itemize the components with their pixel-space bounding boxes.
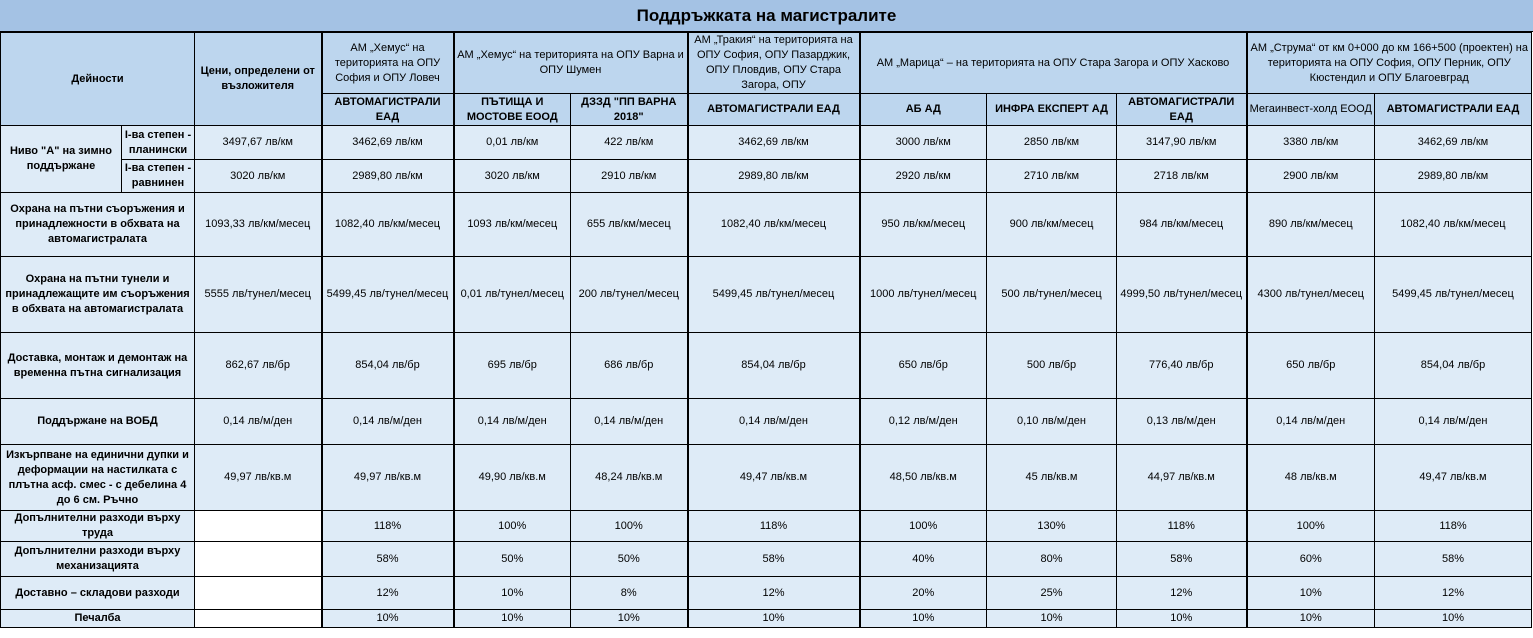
price-cell: 50% — [454, 542, 571, 577]
price-cell: 2850 лв/км — [987, 126, 1117, 160]
reference-price: 0,14 лв/м/ден — [195, 399, 322, 445]
price-cell: 60% — [1247, 542, 1375, 577]
price-cell: 10% — [322, 610, 454, 628]
reference-price — [195, 511, 322, 542]
price-cell: 1082,40 лв/км/месец — [322, 193, 454, 257]
price-cell: 44,97 лв/кв.м — [1117, 445, 1247, 511]
price-cell: 0,14 лв/м/ден — [1247, 399, 1375, 445]
price-cell: 2900 лв/км — [1247, 160, 1375, 193]
price-cell: 50% — [571, 542, 688, 577]
price-cell: 58% — [1117, 542, 1247, 577]
contractor-header: АВТОМАГИСТРАЛИ ЕАД — [1117, 94, 1247, 126]
group-header-trakia: АМ „Тракия“ на територията на ОПУ София, ОПУ Пазарджик, ОПУ Пловдив, ОПУ Стара Загора, ОПУ — [688, 33, 860, 94]
price-cell: 8% — [571, 577, 688, 610]
price-cell: 10% — [1117, 610, 1247, 628]
price-cell: 422 лв/км — [571, 126, 688, 160]
row-sublabel: I-ва степен - планински — [122, 126, 195, 160]
price-cell: 3462,69 лв/км — [688, 126, 860, 160]
contractor-header: ДЗЗД "ПП ВАРНА 2018" — [571, 94, 688, 126]
price-cell: 3020 лв/км — [454, 160, 571, 193]
price-cell: 854,04 лв/бр — [322, 333, 454, 399]
price-cell: 20% — [860, 577, 987, 610]
price-cell: 10% — [1247, 577, 1375, 610]
price-cell: 2710 лв/км — [987, 160, 1117, 193]
contractor-header: Мегаинвест-холд ЕООД — [1247, 94, 1375, 126]
price-cell: 49,47 лв/кв.м — [688, 445, 860, 511]
price-cell: 49,90 лв/кв.м — [454, 445, 571, 511]
price-cell: 100% — [1247, 511, 1375, 542]
price-cell: 200 лв/тунел/месец — [571, 257, 688, 333]
reference-price: 49,97 лв/кв.м — [195, 445, 322, 511]
price-cell: 10% — [1247, 610, 1375, 628]
header-activities: Дейности — [1, 33, 195, 126]
row-label: Изкърпване на единични дупки и деформации на настилката с плътна асф. смес - с дебелина 4 до 6 см. Ръчно — [1, 445, 195, 511]
price-cell: 118% — [1117, 511, 1247, 542]
price-cell: 48,24 лв/кв.м — [571, 445, 688, 511]
price-cell: 650 лв/бр — [860, 333, 987, 399]
price-cell: 2989,80 лв/км — [688, 160, 860, 193]
price-cell: 49,47 лв/кв.м — [1375, 445, 1532, 511]
price-cell: 45 лв/кв.м — [987, 445, 1117, 511]
price-cell: 3147,90 лв/км — [1117, 126, 1247, 160]
price-cell: 5499,45 лв/тунел/месец — [322, 257, 454, 333]
price-cell: 12% — [1375, 577, 1532, 610]
price-cell: 58% — [688, 542, 860, 577]
group-header-hemus-varna: АМ „Хемус“ на територията на ОПУ Варна и ОПУ Шумен — [454, 33, 688, 94]
price-cell: 776,40 лв/бр — [1117, 333, 1247, 399]
price-cell: 40% — [860, 542, 987, 577]
price-cell: 2989,80 лв/км — [322, 160, 454, 193]
reference-price — [195, 542, 322, 577]
price-cell: 48 лв/кв.м — [1247, 445, 1375, 511]
reference-price: 3020 лв/км — [195, 160, 322, 193]
price-cell: 100% — [454, 511, 571, 542]
contractor-header: АВТОМАГИСТРАЛИ ЕАД — [688, 94, 860, 126]
row-label: Печалба — [1, 610, 195, 628]
price-cell: 0,14 лв/м/ден — [454, 399, 571, 445]
price-cell: 655 лв/км/месец — [571, 193, 688, 257]
price-cell: 10% — [571, 610, 688, 628]
group-header-hemus-sofia: АМ „Хемус“ на територията на ОПУ София и ОПУ Ловеч — [322, 33, 454, 94]
price-cell: 118% — [1375, 511, 1532, 542]
price-cell: 10% — [454, 610, 571, 628]
price-cell: 4300 лв/тунел/месец — [1247, 257, 1375, 333]
price-cell: 854,04 лв/бр — [688, 333, 860, 399]
price-cell: 0,14 лв/м/ден — [571, 399, 688, 445]
price-cell: 0,14 лв/м/ден — [688, 399, 860, 445]
contractor-header: ПЪТИЩА И МОСТОВЕ ЕООД — [454, 94, 571, 126]
price-cell: 12% — [688, 577, 860, 610]
group-header-maritsa: АМ „Марица“ – на територията на ОПУ Стара Загора и ОПУ Хасково — [860, 33, 1247, 94]
price-cell: 3380 лв/км — [1247, 126, 1375, 160]
price-cell: 10% — [1375, 610, 1532, 628]
price-cell: 650 лв/бр — [1247, 333, 1375, 399]
price-cell: 5499,45 лв/тунел/месец — [1375, 257, 1532, 333]
price-cell: 890 лв/км/месец — [1247, 193, 1375, 257]
header-assignor-prices: Цени, определени от възложителя — [195, 33, 322, 126]
price-cell: 0,14 лв/м/ден — [1375, 399, 1532, 445]
price-cell: 118% — [322, 511, 454, 542]
contractor-header: ИНФРА ЕКСПЕРТ АД — [987, 94, 1117, 126]
price-cell: 5499,45 лв/тунел/месец — [688, 257, 860, 333]
price-cell: 686 лв/бр — [571, 333, 688, 399]
price-cell: 12% — [1117, 577, 1247, 610]
price-cell: 130% — [987, 511, 1117, 542]
price-cell: 118% — [688, 511, 860, 542]
price-cell: 100% — [571, 511, 688, 542]
price-cell: 4999,50 лв/тунел/месец — [1117, 257, 1247, 333]
row-label: Поддържане на ВОБД — [1, 399, 195, 445]
price-cell: 2910 лв/км — [571, 160, 688, 193]
price-cell: 2718 лв/км — [1117, 160, 1247, 193]
price-cell: 48,50 лв/кв.м — [860, 445, 987, 511]
price-cell: 0,12 лв/м/ден — [860, 399, 987, 445]
price-cell: 0,14 лв/м/ден — [322, 399, 454, 445]
contractor-header: АВТОМАГИСТРАЛИ ЕАД — [1375, 94, 1532, 126]
price-cell: 950 лв/км/месец — [860, 193, 987, 257]
price-cell: 10% — [688, 610, 860, 628]
price-cell: 0,01 лв/тунел/месец — [454, 257, 571, 333]
maintenance-table — [0, 32, 1532, 628]
price-cell: 10% — [860, 610, 987, 628]
reference-price — [195, 610, 322, 628]
price-cell: 25% — [987, 577, 1117, 610]
price-cell: 0,01 лв/км — [454, 126, 571, 160]
price-cell: 100% — [860, 511, 987, 542]
reference-price: 3497,67 лв/км — [195, 126, 322, 160]
reference-price — [195, 577, 322, 610]
sheet-title: Поддръжката на магистралите — [0, 0, 1533, 32]
row-label: Допълнителни разходи върху труда — [1, 511, 195, 542]
price-cell: 500 лв/бр — [987, 333, 1117, 399]
price-cell: 1093 лв/км/месец — [454, 193, 571, 257]
price-cell: 0,13 лв/м/ден — [1117, 399, 1247, 445]
price-cell: 1082,40 лв/км/месец — [688, 193, 860, 257]
group-header-struma: АМ „Струма“ от км 0+000 до км 166+500 (проектен) на територията на ОПУ София, ОПУ Перник, ОПУ Кюстендил и ОПУ Благоевград — [1247, 33, 1532, 94]
price-cell: 2989,80 лв/км — [1375, 160, 1532, 193]
price-cell: 10% — [987, 610, 1117, 628]
price-cell: 3462,69 лв/км — [322, 126, 454, 160]
price-cell: 1000 лв/тунел/месец — [860, 257, 987, 333]
price-cell: 10% — [454, 577, 571, 610]
row-label: Охрана на пътни съоръжения и принадлежности в обхвата на автомагистралата — [1, 193, 195, 257]
price-cell: 1082,40 лв/км/месец — [1375, 193, 1532, 257]
price-cell: 3462,69 лв/км — [1375, 126, 1532, 160]
contractor-header: АВТОМАГИСТРАЛИ ЕАД — [322, 94, 454, 126]
price-cell: 900 лв/км/месец — [987, 193, 1117, 257]
price-cell: 2920 лв/км — [860, 160, 987, 193]
row-label: Доставно – складови разходи — [1, 577, 195, 610]
row-sublabel: I-ва степен - равнинен — [122, 160, 195, 193]
price-cell: 49,97 лв/кв.м — [322, 445, 454, 511]
price-cell: 854,04 лв/бр — [1375, 333, 1532, 399]
price-cell: 695 лв/бр — [454, 333, 571, 399]
reference-price: 1093,33 лв/км/месец — [195, 193, 322, 257]
price-cell: 80% — [987, 542, 1117, 577]
price-cell: 12% — [322, 577, 454, 610]
price-cell: 500 лв/тунел/месец — [987, 257, 1117, 333]
row-label: Доставка, монтаж и демонтаж на временна пътна сигнализация — [1, 333, 195, 399]
price-cell: 58% — [1375, 542, 1532, 577]
contractor-header: АБ АД — [860, 94, 987, 126]
price-cell: 0,10 лв/м/ден — [987, 399, 1117, 445]
price-cell: 3000 лв/км — [860, 126, 987, 160]
reference-price: 862,67 лв/бр — [195, 333, 322, 399]
row-label: Охрана на пътни тунели и принадлежащите им съоръжения в обхвата на автомагистралата — [1, 257, 195, 333]
row-label-winter: Ниво "А" на зимно поддържане — [1, 126, 122, 193]
price-cell: 58% — [322, 542, 454, 577]
row-label: Допълнителни разходи върху механизацията — [1, 542, 195, 577]
price-cell: 984 лв/км/месец — [1117, 193, 1247, 257]
reference-price: 5555 лв/тунел/месец — [195, 257, 322, 333]
